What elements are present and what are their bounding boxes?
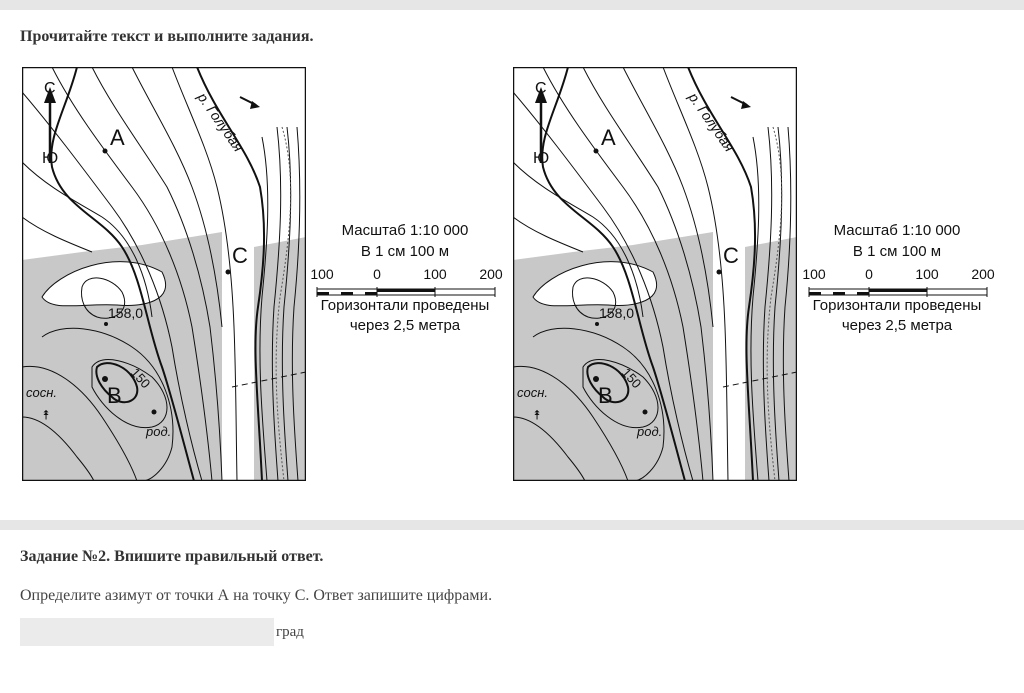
height-label: 158,0 bbox=[108, 305, 144, 321]
point-c-label: С bbox=[232, 243, 248, 268]
scale-legend-2 bbox=[797, 220, 997, 336]
south-label: Ю bbox=[42, 150, 59, 167]
spring-marker bbox=[643, 410, 648, 415]
pine-icon: ⯭ bbox=[42, 407, 50, 422]
scale-bar bbox=[797, 286, 997, 296]
contours-note-line2: через 2,5 метра bbox=[841, 317, 953, 334]
point-c-marker bbox=[717, 270, 722, 275]
scale-subtitle: В 1 см 100 м bbox=[360, 243, 450, 260]
contours-note-line1: Горизонтали проведены bbox=[320, 297, 490, 314]
scale-tick: 200 bbox=[479, 266, 503, 282]
section-divider bbox=[0, 520, 1024, 530]
point-b-label: В bbox=[107, 383, 122, 408]
answer-unit: град bbox=[276, 624, 304, 640]
answer-input[interactable] bbox=[20, 618, 274, 646]
scale-tick: 200 bbox=[971, 266, 995, 282]
contour-label: 150 bbox=[618, 364, 645, 392]
contours-note-line2: через 2,5 метра bbox=[349, 317, 461, 334]
point-a-marker bbox=[594, 149, 599, 154]
scale-title: Масштаб 1:10 000 bbox=[341, 222, 469, 239]
contours-note-line1: Горизонтали проведены bbox=[812, 297, 982, 314]
scale-tick: 100 bbox=[423, 266, 447, 282]
forest-label: сосн. bbox=[517, 385, 548, 400]
scale-tick: 0 bbox=[865, 266, 873, 282]
scale-bar bbox=[305, 286, 505, 296]
contour-label: 150 bbox=[127, 364, 154, 392]
point-b-label: В bbox=[598, 383, 613, 408]
point-b-marker bbox=[593, 376, 599, 382]
north-label: С bbox=[535, 80, 547, 97]
river-label: р. Голубая bbox=[685, 89, 738, 155]
point-b-marker bbox=[102, 376, 108, 382]
scale-title: Масштаб 1:10 000 bbox=[833, 222, 961, 239]
scale-tick: 100 bbox=[310, 266, 334, 282]
task-question: Определите азимут от точки А на точку С. Ответ запишите цифрами. bbox=[20, 587, 493, 604]
scale-tick: 100 bbox=[915, 266, 939, 282]
intro-text: Прочитайте текст и выполните задания. bbox=[20, 28, 314, 45]
pine-icon: ⯭ bbox=[533, 407, 541, 422]
point-c-label: С bbox=[723, 243, 739, 268]
scale-legend-1 bbox=[305, 220, 505, 336]
height-label: 158,0 bbox=[599, 305, 635, 321]
spring-label: род. bbox=[146, 424, 172, 439]
topographic-map-2 bbox=[513, 67, 797, 481]
scale-subtitle: В 1 см 100 м bbox=[852, 243, 942, 260]
topographic-map-1 bbox=[22, 67, 306, 481]
task-title: Задание №2. Впишите правильный ответ. bbox=[20, 548, 324, 565]
spring-marker bbox=[152, 410, 157, 415]
point-a-label: А bbox=[110, 125, 125, 150]
spring-label: род. bbox=[637, 424, 663, 439]
top-divider bbox=[0, 0, 1024, 10]
north-label: С bbox=[44, 80, 56, 97]
scale-tick: 100 bbox=[802, 266, 826, 282]
south-label: Ю bbox=[533, 150, 550, 167]
river-label: р. Голубая bbox=[194, 89, 247, 155]
scale-tick: 0 bbox=[373, 266, 381, 282]
forest-label: сосн. bbox=[26, 385, 57, 400]
point-a-marker bbox=[103, 149, 108, 154]
point-a-label: А bbox=[601, 125, 616, 150]
point-c-marker bbox=[226, 270, 231, 275]
